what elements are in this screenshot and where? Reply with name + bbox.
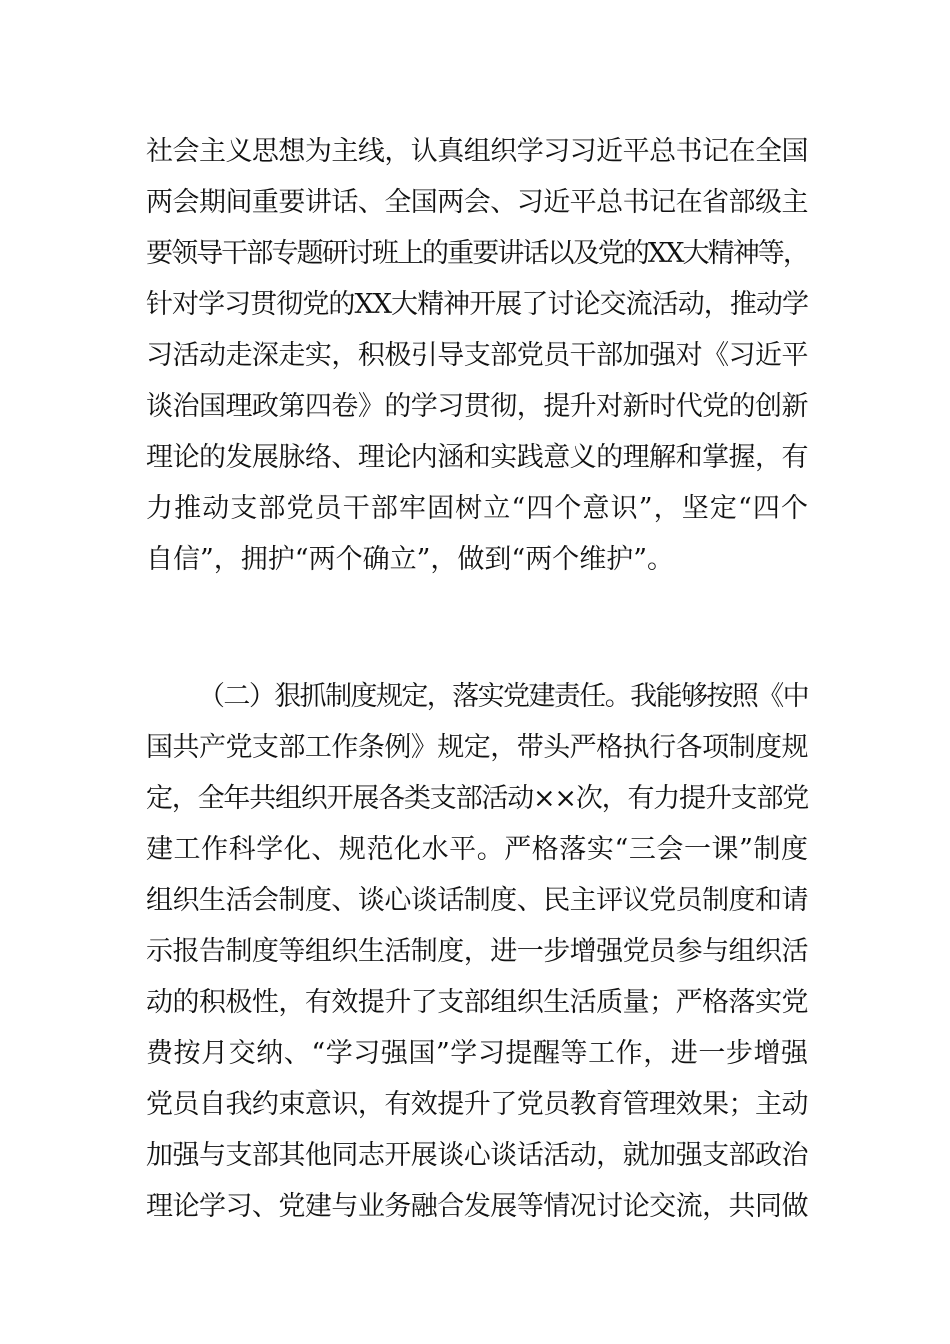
text-line: 定，全年共组织开展各类支部活动××次，有力提升支部党 bbox=[146, 783, 809, 814]
text-line: 动的积极性，有效提升了支部组织生活质量；严格落实党 bbox=[146, 987, 808, 1018]
text-line: 力推动支部党员干部牢固树立“四个意识”，坚定“四个 bbox=[146, 493, 808, 524]
section-heading-line: （二）狠抓制度规定，落实党建责任。我能够按照《中 bbox=[198, 681, 809, 712]
text-line: 示报告制度等组织生活制度，进一步增强党员参与组织活 bbox=[146, 936, 808, 967]
text-line: 建工作科学化、规范化水平。严格落实“三会一课”制度 bbox=[146, 834, 808, 865]
text-line: 理论学习、党建与业务融合发展等情况讨论交流，共同做 bbox=[146, 1191, 808, 1222]
text-line: 理论的发展脉络、理论内涵和实践意义的理解和掌握，有 bbox=[146, 442, 808, 473]
text-line: 加强与支部其他同志开展谈心谈话活动，就加强支部政治 bbox=[146, 1140, 808, 1171]
text-line: 针对学习贯彻党的XX大精神开展了讨论交流活动，推动学 bbox=[146, 289, 809, 320]
paragraph-study-summary bbox=[146, 126, 808, 585]
text-line: 国共产党支部工作条例》规定，带头严格执行各项制度规 bbox=[146, 732, 808, 763]
text-line: 社会主义思想为主线，认真组织学习习近平总书记在全国 bbox=[146, 136, 808, 167]
text-line: 习活动走深走实，积极引导支部党员干部加强对《习近平 bbox=[146, 340, 808, 371]
text-line: 要领导干部专题研讨班上的重要讲话以及党的XX大精神等， bbox=[146, 238, 808, 269]
text-line: 党员自我约束意识，有效提升了党员教育管理效果；主动 bbox=[146, 1089, 808, 1120]
paragraph-section-two bbox=[146, 671, 808, 1232]
text-line: 自信”，拥护“两个确立”，做到“两个维护”。 bbox=[146, 544, 675, 575]
text-line: 组织生活会制度、谈心谈话制度、民主评议党员制度和请 bbox=[146, 885, 808, 916]
text-line: 两会期间重要讲话、全国两会、习近平总书记在省部级主 bbox=[146, 187, 808, 218]
text-line: 费按月交纳、“学习强国”学习提醒等工作，进一步增强 bbox=[146, 1038, 808, 1069]
text-line: 谈治国理政第四卷》的学习贯彻，提升对新时代党的创新 bbox=[146, 391, 808, 422]
